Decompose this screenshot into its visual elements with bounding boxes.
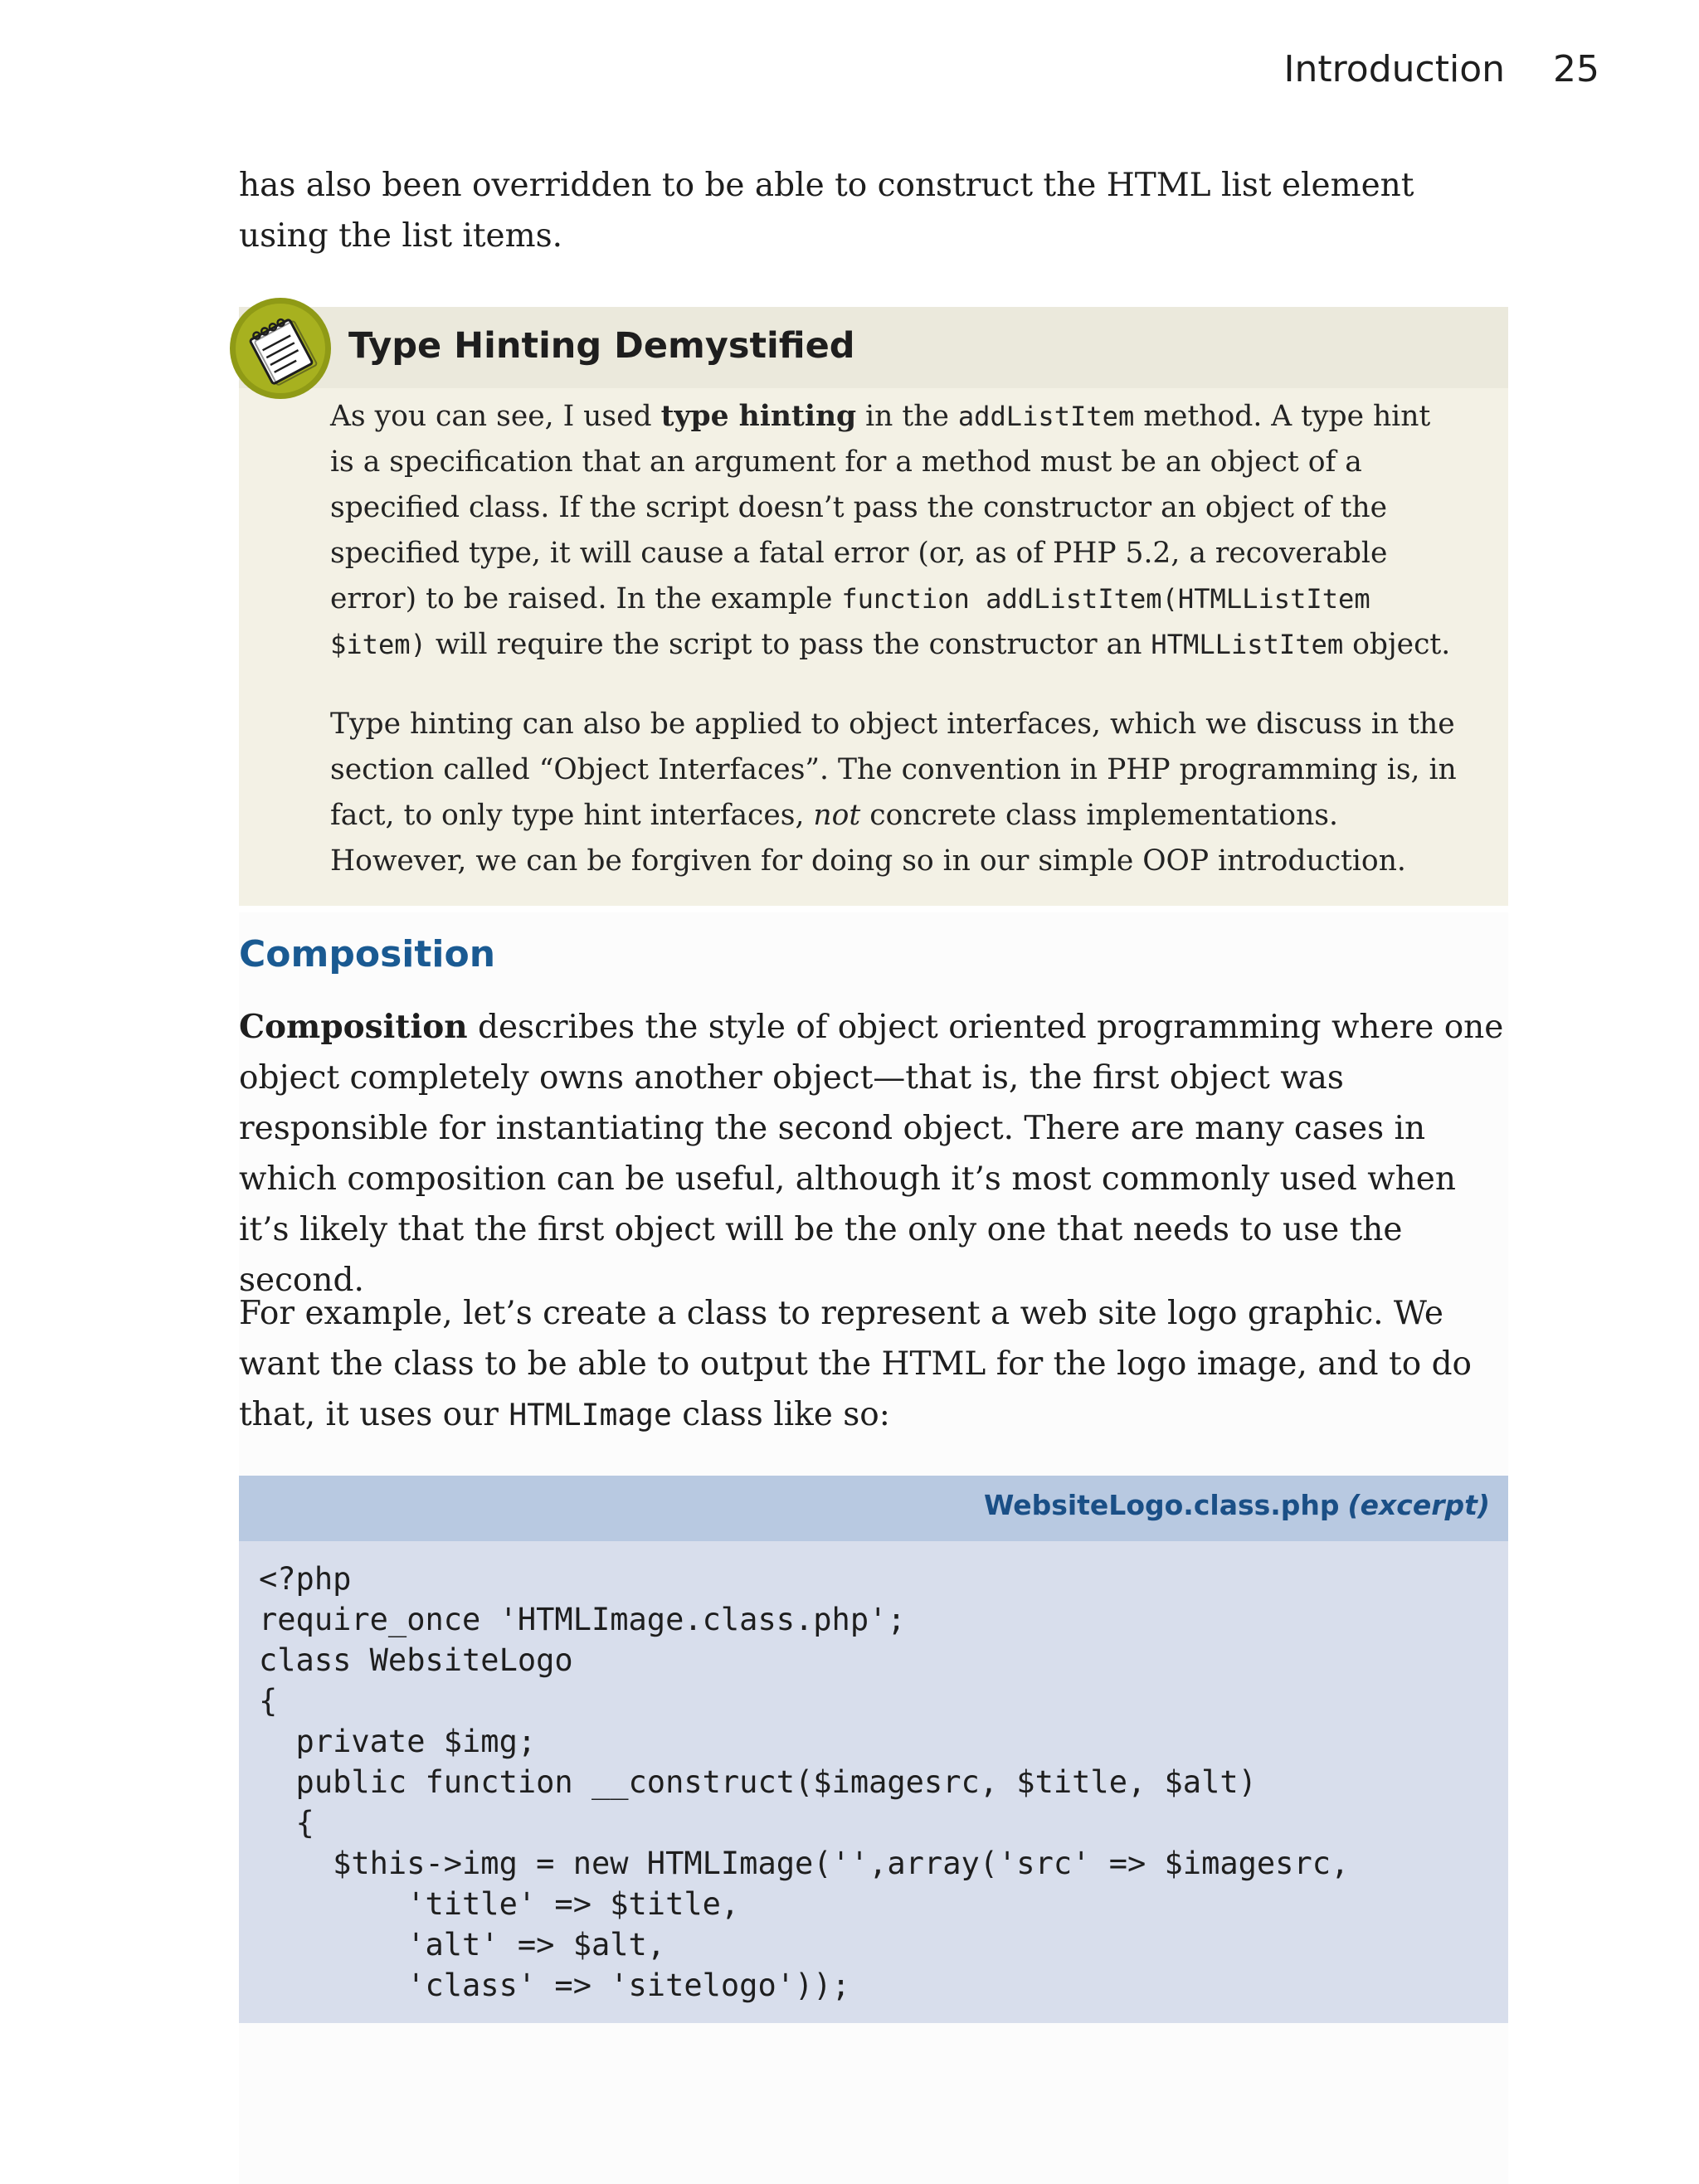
- code-line: {: [259, 1683, 278, 1719]
- note-text: will require the script to pass the constructor an: [426, 628, 1151, 661]
- code-line: require_once 'HTMLImage.class.php';: [259, 1602, 906, 1637]
- code-line: private $img;: [259, 1724, 537, 1759]
- running-head-section: Introduction: [1283, 48, 1505, 90]
- note-box: [239, 307, 1508, 906]
- code-line: 'class' => 'sitelogo'));: [259, 1968, 850, 2003]
- inline-code: addListItem: [957, 401, 1135, 432]
- note-text: concrete class implementations. However, we can be forgiven for doing so in our simple OOP introduction.: [330, 799, 1406, 878]
- notepad-icon: [229, 297, 332, 400]
- code-line: <?php: [259, 1561, 352, 1597]
- inline-code: HTMLImage: [509, 1397, 672, 1432]
- code-listing: [239, 1476, 1508, 2023]
- note-text: object.: [1343, 628, 1451, 661]
- paragraph-text: class like so:: [671, 1396, 890, 1433]
- note-text: in the: [856, 400, 958, 433]
- note-text: As you can see, I used: [330, 400, 661, 433]
- inline-code: function addListItem(HTMLListItem $item): [330, 583, 1370, 660]
- note-paragraph-1: [330, 394, 1458, 668]
- paragraph-text: describes the style of object oriented programming where one object completely owns another object—that is, the first object was responsible for instantiating the second object. There are many cases in which composition can be useful, although it’s most commonly used when it’s likely that the first object will be the only one that needs to use the second.: [239, 1009, 1504, 1299]
- page-number: 25: [1553, 48, 1599, 90]
- code-line: 'title' => $title,: [259, 1886, 740, 1922]
- inline-code: HTMLListItem: [1151, 629, 1344, 660]
- example-paragraph: [239, 1288, 1508, 1440]
- code-caption-bar: [239, 1476, 1508, 1541]
- section-heading: Composition: [239, 933, 496, 975]
- code-block: [259, 1559, 1349, 2006]
- note-text: method. A type hint is a specification that an argument for a method must be an object of a specified class. If the script doesn’t pass the constructor an object of the specified type, it will cause a fatal error (or, as of PHP 5.2, a recoverable error) to be raised. In the example: [330, 400, 1431, 615]
- intro-paragraph: has also been overridden to be able to construct the HTML list element using the list items.: [239, 167, 1414, 255]
- running-head: [1284, 48, 1599, 90]
- note-paragraph-2: [330, 702, 1458, 884]
- code-excerpt-note: (excerpt): [1347, 1489, 1490, 1521]
- code-line: 'alt' => $alt,: [259, 1927, 666, 1963]
- code-caption: [984, 1489, 1490, 1521]
- code-line: class WebsiteLogo: [259, 1642, 573, 1678]
- code-filename: WebsiteLogo.class.php: [983, 1489, 1340, 1521]
- paragraph-text: For example, let’s create a class to represent a web site logo graphic. We want the class to be able to output the HTML for the logo image, and to do that, it uses our: [239, 1295, 1473, 1433]
- code-line: $this->img = new HTMLImage('',array('src' => $imagesrc,: [259, 1846, 1350, 1881]
- note-header: [239, 307, 1508, 388]
- composition-paragraph: [239, 1002, 1508, 1306]
- code-line: {: [259, 1805, 314, 1841]
- bold-term: Composition: [239, 1008, 468, 1046]
- note-title: Type Hinting Demystified: [348, 325, 855, 367]
- code-line: public function __construct($imagesrc, $title, $alt): [259, 1764, 1257, 1800]
- note-bold-term: type hinting: [660, 400, 857, 433]
- note-text: Type hinting can also be applied to object interfaces, which we discuss in the section called “Object Interfaces”. The convention in PHP programming is, in fact, to only type hint interfaces,: [330, 708, 1457, 832]
- note-emphasis: not: [813, 799, 861, 832]
